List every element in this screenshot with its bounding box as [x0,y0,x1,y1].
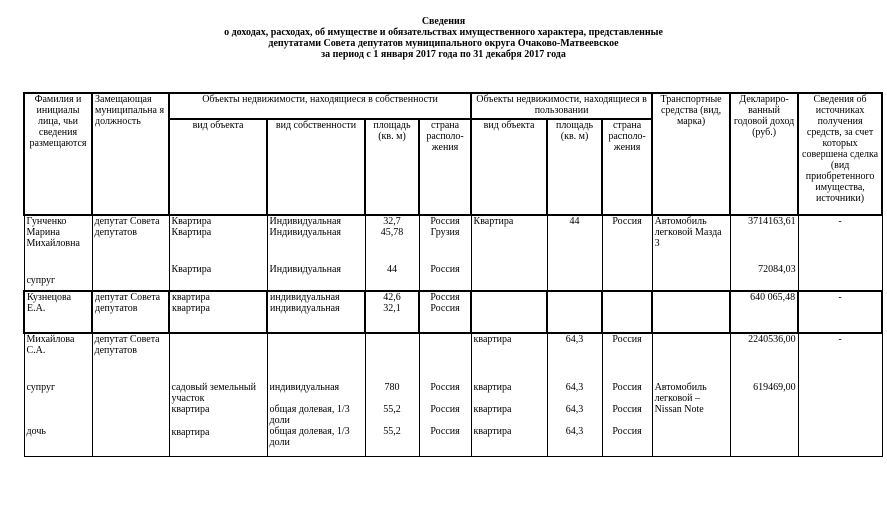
used-country: Россия [612,404,642,415]
owned-country: Россия [430,382,460,393]
owned-country: Россия [430,292,460,303]
title-line-1: Сведения [421,16,466,27]
owned-ownership: индивидуальная [270,292,340,303]
sources: - [798,291,882,333]
title-line-4: за период с 1 января 2017 года по 31 декабря 2017 года [321,49,566,60]
owned-type: квартира [171,427,210,438]
header-used-country: страна располо-жения [602,119,652,215]
income: 72084,03 [758,264,796,275]
relative-name: супруг [26,275,56,286]
income: 2240536,00 [748,334,796,345]
header-used-area: площадь (кв. м) [547,119,602,215]
header-sources: Сведения об источниках получения средств, за счет которых совершена сделка (вид приобретенного имущества, источники) [798,93,882,215]
owned-area: 45,78 [380,227,404,238]
relative-name: дочь [26,426,46,437]
income: 3714163,61 [748,216,796,227]
owned-type: Квартира [171,216,212,227]
owned-type: садовый земельный участок [171,382,257,404]
vehicle: Автомобиль легковой – Nissan Note [654,382,707,415]
used-type: квартира [473,382,512,393]
owned-ownership: индивидуальная [269,382,340,393]
used-area: 64,3 [565,404,584,415]
header-name: Фамилия и инициалы лица, чьи сведения размещаются [24,93,92,215]
owned-area: 32,1 [383,303,401,314]
owned-country: Россия [430,264,460,275]
owned-ownership: Индивидуальная [269,227,342,238]
used-area: 64,3 [565,382,584,393]
person-name: Гунченко Марина Михайловна [26,216,80,249]
owned-area: 44 [387,264,397,275]
used-country: Россия [602,215,652,291]
title-line-3: депутатами Совета депутатов муниципального округа Очаково-Матвеевское [268,38,619,49]
header-owned-country: страна располо-жения [419,119,471,215]
owned-country: Россия [430,426,460,437]
header-owned-type: вид объекта [169,119,267,215]
header-owned-group: Объекты недвижимости, находящиеся в собственности [169,93,471,119]
person-position: депутат Совета депутатов [92,333,169,457]
used-type: Квартира [471,215,547,291]
owned-country: Грузия [430,227,460,238]
header-position: Замещающая муниципальна я должность [92,93,169,215]
relative-name: супруг [26,382,56,393]
document-title [0,16,887,60]
owned-type: квартира [171,404,210,415]
header-used-type: вид объекта [471,119,547,215]
person-name: Михайлова С.А. [26,334,75,356]
owned-ownership: индивидуальная [270,303,340,314]
header-owned-area: площадь (кв. м) [365,119,419,215]
declarations-table [23,92,883,457]
person-position: депутат Совета депутатов [92,291,169,333]
used-country: Россия [612,426,642,437]
owned-country: Россия [430,303,460,314]
owned-ownership: Индивидуальная [269,264,342,275]
owned-ownership: Индивидуальная [269,216,342,227]
vehicle: Автомобиль легковой Мазда 3 [652,215,730,291]
title-line-2: о доходах, расходах, об имуществе и обязательствах имущественного характера, представленные [224,27,663,38]
used-area: 64,3 [565,426,584,437]
sources: - [798,333,882,457]
header-income: Деклариро-ванный годовой доход (руб.) [730,93,798,215]
owned-type: Квартира [171,227,212,238]
owned-area: 32,7 [383,216,401,227]
used-area: 44 [547,215,602,291]
owned-type: квартира [172,292,210,303]
owned-ownership: общая долевая, 1/3 доли [269,426,350,448]
income: 640 065,48 [730,291,798,333]
sources: - [798,215,882,291]
used-type: квартира [473,334,512,345]
owned-area: 55,2 [383,426,401,437]
owned-country: Россия [430,404,460,415]
used-type: квартира [473,426,512,437]
used-country: Россия [612,334,642,345]
header-vehicles: Транспортные средства (вид, марка) [652,93,730,215]
person-position: депутат Совета депутатов [92,215,169,291]
owned-type: квартира [172,303,210,314]
table-header-row-1 [24,93,882,119]
owned-area: 780 [384,382,400,393]
owned-ownership: общая долевая, 1/3 доли [269,404,350,426]
used-area: 64,3 [565,334,584,345]
table-row [24,291,882,333]
used-type: квартира [473,404,512,415]
header-used-group: Объекты недвижимости, находящиеся в пользовании [471,93,652,119]
owned-country: Россия [430,216,460,227]
person-name: Кузнецова Е.А. [24,291,92,333]
income: 619469,00 [753,382,796,393]
owned-area: 55,2 [383,404,401,415]
owned-area: 42,6 [383,292,401,303]
table-row [24,333,882,457]
used-country: Россия [612,382,642,393]
owned-type: Квартира [171,264,212,275]
header-owned-ownership: вид собственности [267,119,365,215]
